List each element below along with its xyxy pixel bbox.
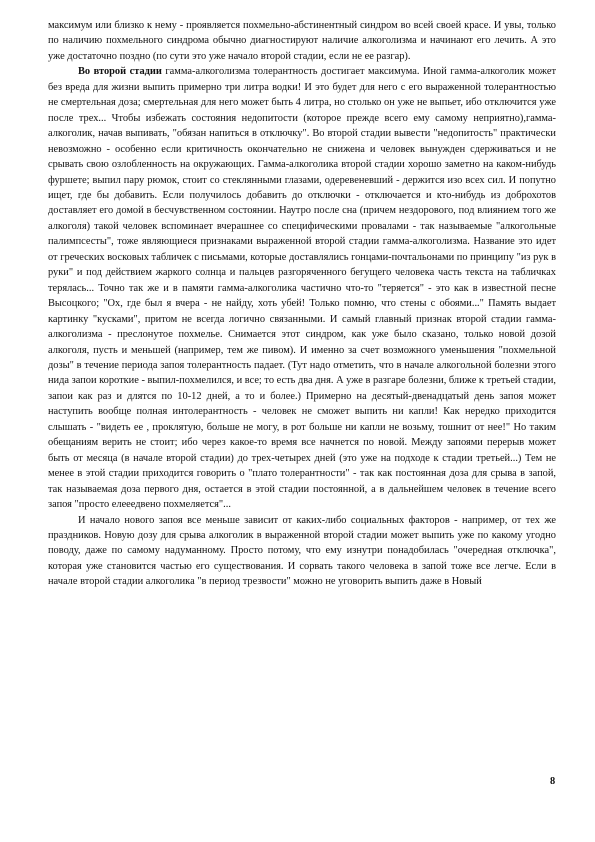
paragraph-bold-lead: Во второй стадии xyxy=(78,66,162,78)
paragraph-text: И начало нового запоя все меньше зависит от каких-либо социальных факторов - например, от тех же праздников. Новую дозу для срыва алкоголик в выраженной второй стадии может выпить уже по какому угодно поводу, даже по самому надуманному. Просто потому, что ему изнутри понадобилась "очередная отключка", которая уже становится частью его существования. И сорвать такого человека в запой тоже все легче. Если в начале второй стадии алкоголика "в период трезвости" можно не уговорить выпить даже в Новый xyxy=(48,514,556,588)
body-text xyxy=(48,18,556,590)
page-number: 8 xyxy=(550,776,556,787)
paragraph-text: гамма-алкоголизма толерантность достигает максимума. Иной гамма-алкоголик может без вреда для жизни выпить примерно три литра водки! И это будет для него с его выраженной толерантностью не смертельная доза; смертельная для него может быть 4 литра, но столько он уже не выпьет, ибо отключится уже после трех... Чтобы избежать состояния недопитости (которое прежде всего ему самому неприятно),гамма-алкоголик, начав выпивать, "обязан напиться в отключку". Во второй стадии вывести "недопитость" практически невозможно - особенно если критичность окончательно не снижена и человек вынужден сдерживаться и не срывать свою озлобленность на окружающих. Гамма-алкоголика второй стадии хорошо заметно на каком-нибудь фуршете; выпил пару рюмок, стоит со стеклянными глазами, одеревеневший - держится изо всех сил. И попутно ищет, где бы добавить. Если получилось добавить до отключки - отключается и кто-нибудь из доброхотов доставляет его домой в бесчувственном состоянии. Наутро после сна (причем нездорового, под влиянием того же алкоголя) такой человек вспоминает вчерашнее со специфическими провалами - так называемые "алкогольные палимпсесты", тоже являющиеся признаками выраженной второй стадии гамма-алкоголизма. Название это идет от греческих восковых табличек с письмами, которые доставлялись гонцами-почтальонами по принципу "из рук в руки" и под действием жаркого солнца и пальцев разгоряченного бегущего человека часть текста на табличках терялась... Точно так же и в памяти гамма-алкоголика частично что-то "теряется" - это как в известной песне Высоцкого; "Ох, где был я вчера - не найду, хоть убей! Только помню, что стены с обоями..." Память выдает картинку "кусками", притом не всегда логично связанными. И самый главный признак второй стадии гамма-алкоголизма - преслонутое похмелье. Снимается этот синдром, как уже было сказано, только новой дозой алкоголя, пусть и меньшей (например, тем же пивом). И именно за счет возможного уменьшения "похмельной дозы" в течение периода запоя толерантность падает. (Тут надо отметить, что в начале алкогольной болезни этого нида запои короткие - выпил-похмелился, и все; то есть два дня. А уже в разгаре болезни, ближе к третьей стадии, запои как раз и длятся по 10-12 дней, а то и более.) Примерно на десятый-двенадцатый день запоя может наступить вообще полная интолерантность - человек не сможет выпить ни капли! Как нередко приходится слышать - "видеть ее , проклятую, больше не могу, в рот больше ни капли не возьму, тошнит от нее!" Но таким обещаниям верить не стоит; ибо через какое-то время все начнется по новой. Между запоями перерыв может быть от месяца (в начале второй стадии) до трех-четырех дней (это уже на подходе к стадии третьей...) Тем не менее в этой стадии приходится говорить о "плато толерантности" - так как постоянная доза для срыва в запой, так называемая доза первого дня, остается в этой стадии постоянной, а в дальнейшем человек в течение всего запоя "просто елееедвено похмеляется"... xyxy=(48,66,556,511)
paragraph-second-stage xyxy=(48,64,556,512)
paragraph-text: максимум или близко к нему - проявляется похмельно-абстинентный синдром во всей своей красе. И увы, только по наличию похмельного синдрома обычно диагностируют наличие алкоголизма и начинают его лечить. А это уже достаточно поздно (по сути это уже начало второй стадии, если не ее разгар). xyxy=(48,20,556,62)
paragraph-new-binge xyxy=(48,513,556,590)
paragraph-continuation xyxy=(48,18,556,64)
